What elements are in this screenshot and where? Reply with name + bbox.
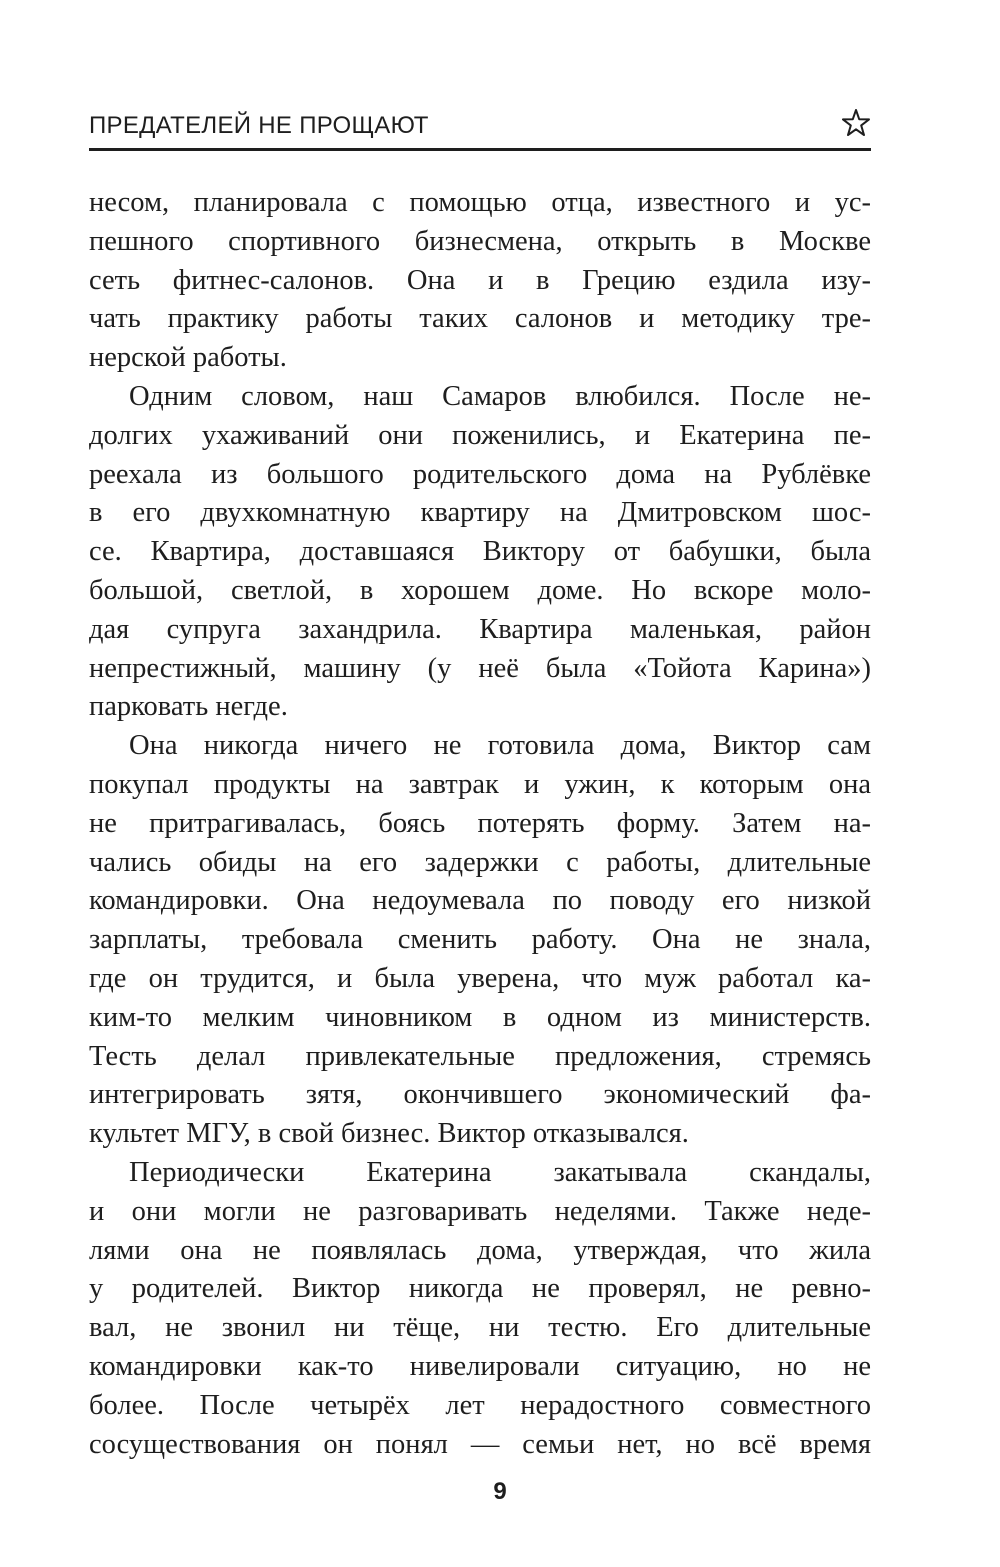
text-line: нерской работы. xyxy=(89,342,287,374)
text-line: интегрировать зятя, окончившего экономический фа- xyxy=(89,1079,871,1111)
text-line: непрестижный, машину (у неё была «Тойота Карина») xyxy=(89,652,871,684)
text-line: более. После четырёх лет нерадостного совместного xyxy=(89,1389,871,1421)
text-line: ким-то мелким чиновником в одном из министерств. xyxy=(89,1001,871,1033)
text-line: и они могли не разговаривать неделями. Также неде- xyxy=(89,1195,871,1227)
text-line: парковать негде. xyxy=(89,691,288,723)
page-number: 9 xyxy=(493,1478,507,1505)
text-line: чались обиды на его задержки с работы, длительные xyxy=(89,846,871,878)
text-line: сосуществования он понял — семьи нет, но всё время xyxy=(89,1428,871,1460)
text-line: командировки. Она недоумевала по поводу его низкой xyxy=(89,885,871,917)
text-line: несом, планировала с помощью отца, известного и ус- xyxy=(89,187,871,218)
star-icon xyxy=(841,108,871,138)
text-line: не притрагивалась, боясь потерять форму. Затем на- xyxy=(89,807,871,839)
text-line: Одним словом, наш Самаров влюбился. После не- xyxy=(129,380,871,412)
text-line: долгих ухаживаний они поженились, и Екатерина пе- xyxy=(89,419,871,451)
running-header xyxy=(89,108,871,151)
text-line: вал, не звонил ни тёще, ни тестю. Его длительные xyxy=(89,1312,871,1344)
text-line: пешного спортивного бизнесмена, открыть в Москве xyxy=(89,225,871,257)
text-line: лями она не появлялась дома, утверждая, что жила xyxy=(89,1234,871,1266)
text-line: се. Квартира, доставшаяся Виктору от бабушки, была xyxy=(89,536,871,568)
text-line: Она никогда ничего не готовила дома, Виктор сам xyxy=(129,730,871,762)
text-line: сеть фитнес-салонов. Она и в Грецию ездила изу- xyxy=(89,264,871,296)
text-line: в его двухкомнатную квартиру на Дмитровском шос- xyxy=(89,497,871,529)
body-text xyxy=(89,184,871,1464)
text-line: дая супруга захандрила. Квартира маленькая, район xyxy=(89,613,871,645)
text-line: культет МГУ, в свой бизнес. Виктор отказывался. xyxy=(89,1118,689,1150)
text-line: чать практику работы таких салонов и методику тре- xyxy=(89,303,871,335)
text-line: зарплаты, требовала сменить работу. Она не знала, xyxy=(89,924,871,956)
text-line: Периодически Екатерина закатывала скандалы, xyxy=(129,1156,871,1188)
text-line: у родителей. Виктор никогда не проверял, не ревно- xyxy=(89,1273,871,1305)
text-line: Тесть делал привлекательные предложения, стремясь xyxy=(89,1040,871,1072)
text-line: где он трудится, и была уверена, что муж работал ка- xyxy=(89,962,871,994)
text-line: реехала из большого родительского дома на Рублёвке xyxy=(89,458,871,490)
text-line: командировки как-то нивелировали ситуацию, но не xyxy=(89,1350,871,1382)
text-line: большой, светлой, в хорошем доме. Но вскоре моло- xyxy=(89,574,871,606)
running-header-title: ПРЕДАТЕЛЕЙ НЕ ПРОЩАЮТ xyxy=(89,112,429,139)
text-line: покупал продукты на завтрак и ужин, к которым она xyxy=(89,768,871,800)
